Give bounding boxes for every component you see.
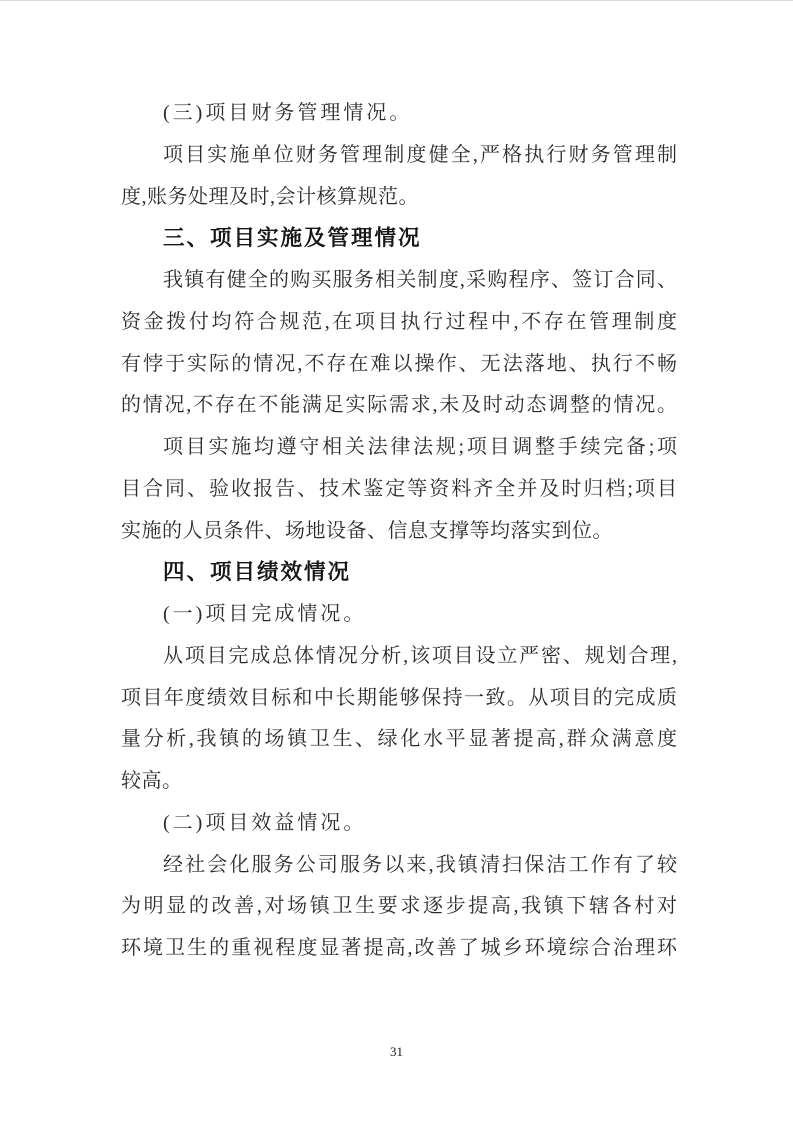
page-number: 31: [390, 1044, 403, 1059]
section-heading: 三、项目实施及管理情况: [163, 226, 422, 251]
text-line: 的情况,不存在不能满足实际需求,未及时动态调整的情况。: [121, 394, 677, 417]
text-line: 有悖于实际的情况,不存在难以操作、无法落地、执行不畅: [121, 352, 677, 375]
subsection-heading: (一)项目完成情况。: [163, 603, 367, 625]
scan-edge-line: [0, 0, 793, 1]
text-line: 从项目完成总体情况分析,该项目设立严密、规划合理,: [163, 644, 677, 667]
text-line: 度,账务处理及时,会计核算规范。: [121, 185, 419, 208]
text-line: 项目实施单位财务管理制度健全,严格执行财务管理制: [163, 143, 677, 166]
text-line: 量分析,我镇的场镇卫生、绿化水平显著提高,群众满意度: [121, 728, 677, 751]
text-line: 我镇有健全的购买服务相关制度,采购程序、签订合同、: [163, 269, 677, 291]
text-line: 实施的人员条件、场地设备、信息支撑等均落实到位。: [121, 519, 613, 542]
section-heading: 四、项目绩效情况: [163, 560, 352, 585]
text-line: 资金拨付均符合规范,在项目执行过程中,不存在管理制度: [121, 310, 677, 333]
text-line: 较高。: [121, 770, 183, 792]
text-line: 项目实施均遵守相关法律法规;项目调整手续完备;项: [163, 436, 677, 458]
subsection-heading: (三)项目财务管理情况。: [163, 102, 413, 124]
text-line: 为明显的改善,对场镇卫生要求逐步提高,我镇下辖各村对: [121, 895, 677, 918]
text-line: 项目年度绩效目标和中长期能够保持一致。从项目的完成质: [121, 686, 677, 709]
document-body: [121, 93, 677, 970]
text-line: 经社会化服务公司服务以来,我镇清扫保洁工作有了较: [163, 853, 677, 876]
text-line: 环境卫生的重视程度显著提高,改善了城乡环境综合治理环: [121, 937, 677, 959]
subsection-heading: (二)项目效益情况。: [163, 811, 367, 834]
text-line: 目合同、验收报告、技术鉴定等资料齐全并及时归档;项目: [121, 477, 677, 500]
